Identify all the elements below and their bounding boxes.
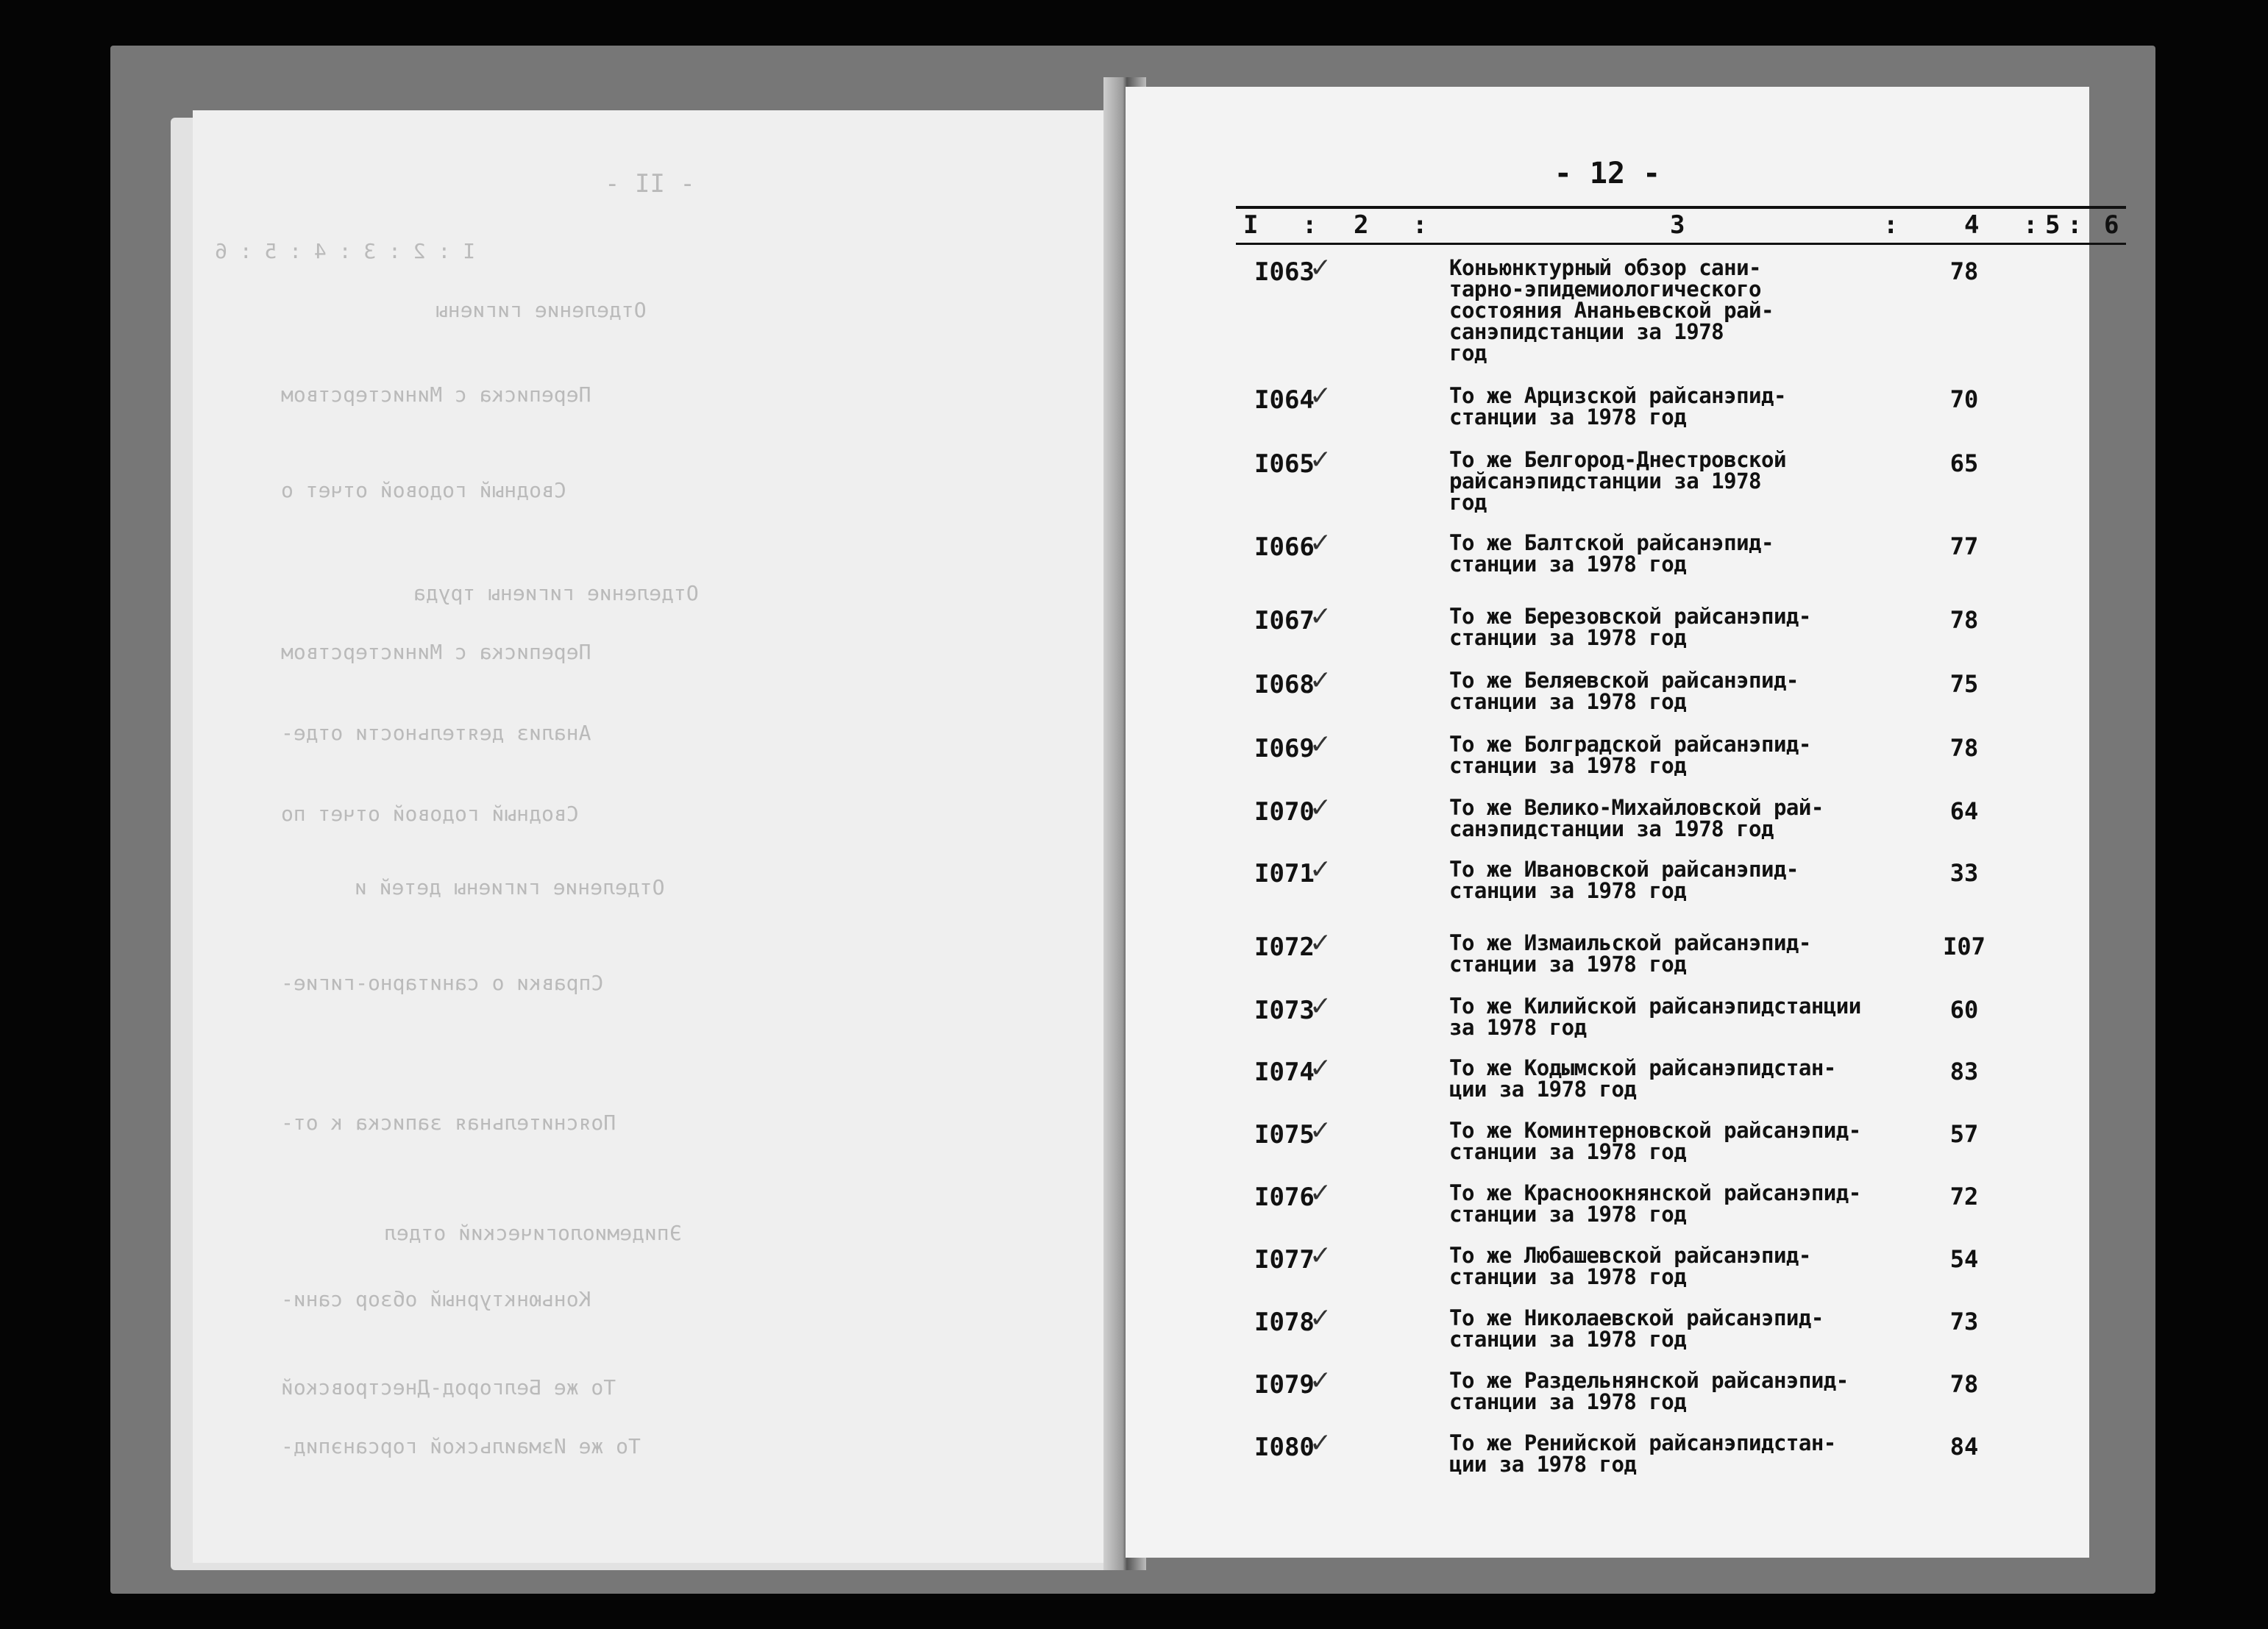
entry-description: То же Арцизской райсанэпид- станции за 1978 год [1449, 383, 1786, 429]
entry-description: То же Килийской райсанэпидстанции за 1978 год [1449, 994, 1861, 1040]
entry-sheet-count: 84 [1949, 1433, 1979, 1461]
entry-code: I080 [1254, 1433, 1315, 1462]
entry-code: I070 [1254, 797, 1315, 827]
check-mark-icon: ✓ [1309, 991, 1332, 1022]
entry-sheet-count: 64 [1949, 797, 1979, 825]
right-page [1126, 87, 2119, 1558]
page-number: - 12 - [1554, 157, 1661, 190]
entry-sheet-count: 77 [1949, 532, 1979, 560]
entry-code: I071 [1254, 859, 1315, 888]
entry-code: I073 [1254, 996, 1315, 1025]
column-header: 6 [2104, 210, 2119, 240]
entry-code: I079 [1254, 1370, 1315, 1400]
check-mark-icon: ✓ [1309, 381, 1332, 411]
entry-code: I075 [1254, 1120, 1315, 1149]
entry-sheet-count: 78 [1949, 734, 1979, 762]
check-mark-icon: ✓ [1309, 1428, 1332, 1458]
entry-sheet-count: 78 [1949, 1370, 1979, 1398]
entry-code: I072 [1254, 933, 1315, 962]
entry-description: То же Николаевской райсанэпид- станции за 1978 год [1449, 1305, 1824, 1352]
check-mark-icon: ✓ [1309, 1178, 1332, 1208]
entry-description: То же Любашевской райсанэпид- станции за 1978 год [1449, 1243, 1811, 1289]
entry-sheet-count: 83 [1949, 1058, 1979, 1086]
entry-code: I065 [1254, 449, 1315, 479]
entry-description: То же Велико-Михайловской рай- санэпидстанции за 1978 год [1449, 795, 1824, 841]
check-mark-icon: ✓ [1309, 1241, 1332, 1271]
entry-sheet-count: 72 [1949, 1183, 1979, 1211]
entry-code: I078 [1254, 1308, 1315, 1337]
entry-description: Коньюнктурный обзор сани- тарно-эпидемиологического состояния Ананьевской рай- санэпидстанции за 1978 год [1449, 255, 1774, 366]
entry-code: I063 [1254, 257, 1315, 287]
column-header: 5 [2045, 210, 2061, 240]
check-mark-icon: ✓ [1309, 666, 1332, 696]
column-header: 4 [1964, 210, 1980, 240]
left-page-faded: - II - I : 2 : 3 : 4 : 5 : 6 Отделение гигиены Переписка с Министерством Сводный годовой отчет о Отделение гигиены труда Переписка с Министерством Анализ деятельности отде- Сводный годовой отчет по Отделение гигиены детей и Справки о санитарно-гигие- Пояснительная записка к от- Эпидемиологический отдел Коньюнктурный обзор сани- То же Белгород-Днестровской То же Измаильской горсанэпид- [193, 110, 1126, 1563]
check-mark-icon: ✓ [1309, 855, 1332, 885]
entry-sheet-count: 33 [1949, 859, 1979, 887]
entry-description: То же Белгород-Днестровской райсанэпидстанции за 1978 год [1449, 447, 1786, 515]
entry-description: То же Ивановской райсанэпид- станции за 1978 год [1449, 857, 1799, 903]
entry-description: То же Балтской райсанэпид- станции за 1978 год [1449, 530, 1774, 577]
check-mark-icon: ✓ [1309, 445, 1332, 475]
check-mark-icon: ✓ [1309, 1303, 1332, 1333]
check-mark-icon: ✓ [1309, 602, 1332, 632]
column-header: 3 [1670, 210, 1685, 240]
entry-sheet-count: 78 [1949, 606, 1979, 634]
check-mark-icon: ✓ [1309, 1116, 1332, 1146]
entry-description: То же Березовской райсанэпид- станции за 1978 год [1449, 604, 1811, 650]
column-header-row [1243, 210, 2126, 240]
column-separator: : [1302, 210, 1318, 240]
entry-description: То же Беляевской райсанэпид- станции за 1978 год [1449, 668, 1799, 714]
entry-code: I076 [1254, 1183, 1315, 1212]
entry-sheet-count: 60 [1949, 996, 1979, 1024]
check-mark-icon: ✓ [1309, 253, 1332, 283]
entry-sheet-count: 57 [1949, 1120, 1979, 1148]
entry-description: То же Коминтерновской райсанэпид- станции за 1978 год [1449, 1118, 1861, 1164]
entry-code: I064 [1254, 385, 1315, 415]
entry-description: То же Ренийской райсанэпидстан- ции за 1978 год [1449, 1430, 1836, 1477]
header-rule-top [1236, 206, 2126, 209]
entry-description: То же Болградской райсанэпид- станции за 1978 год [1449, 732, 1811, 778]
entry-description: То же Кодымской райсанэпидстан- ции за 1978 год [1449, 1055, 1836, 1102]
column-header: 2 [1354, 210, 1369, 240]
entry-code: I068 [1254, 670, 1315, 699]
column-separator: : [2067, 210, 2083, 240]
column-header: I [1243, 210, 1259, 240]
entry-sheet-count: 73 [1949, 1308, 1979, 1336]
entry-code: I077 [1254, 1245, 1315, 1275]
entry-sheet-count: 75 [1949, 670, 1979, 698]
entry-sheet-count: 65 [1949, 449, 1979, 477]
column-separator: : [2023, 210, 2038, 240]
check-mark-icon: ✓ [1309, 1053, 1332, 1083]
entry-description: То же Красноокнянской райсанэпид- станции за 1978 год [1449, 1180, 1861, 1227]
entry-code: I074 [1254, 1058, 1315, 1087]
entry-code: I067 [1254, 606, 1315, 635]
check-mark-icon: ✓ [1309, 730, 1332, 760]
header-rule-bottom [1236, 243, 2126, 245]
check-mark-icon: ✓ [1309, 528, 1332, 558]
entry-sheet-count: 54 [1949, 1245, 1979, 1273]
entry-sheet-count: 70 [1949, 385, 1979, 413]
entry-description: То же Измаильской райсанэпид- станции за 1978 год [1449, 930, 1811, 977]
check-mark-icon: ✓ [1309, 793, 1332, 823]
entry-code: I069 [1254, 734, 1315, 763]
entry-sheet-count: I07 [1943, 933, 1986, 960]
entry-description: То же Раздельнянской райсанэпид- станции за 1978 год [1449, 1368, 1849, 1414]
check-mark-icon: ✓ [1309, 1366, 1332, 1396]
column-separator: : [1412, 210, 1428, 240]
entry-sheet-count: 78 [1949, 257, 1979, 285]
entry-code: I066 [1254, 532, 1315, 562]
column-separator: : [1883, 210, 1899, 240]
check-mark-icon: ✓ [1309, 928, 1332, 958]
